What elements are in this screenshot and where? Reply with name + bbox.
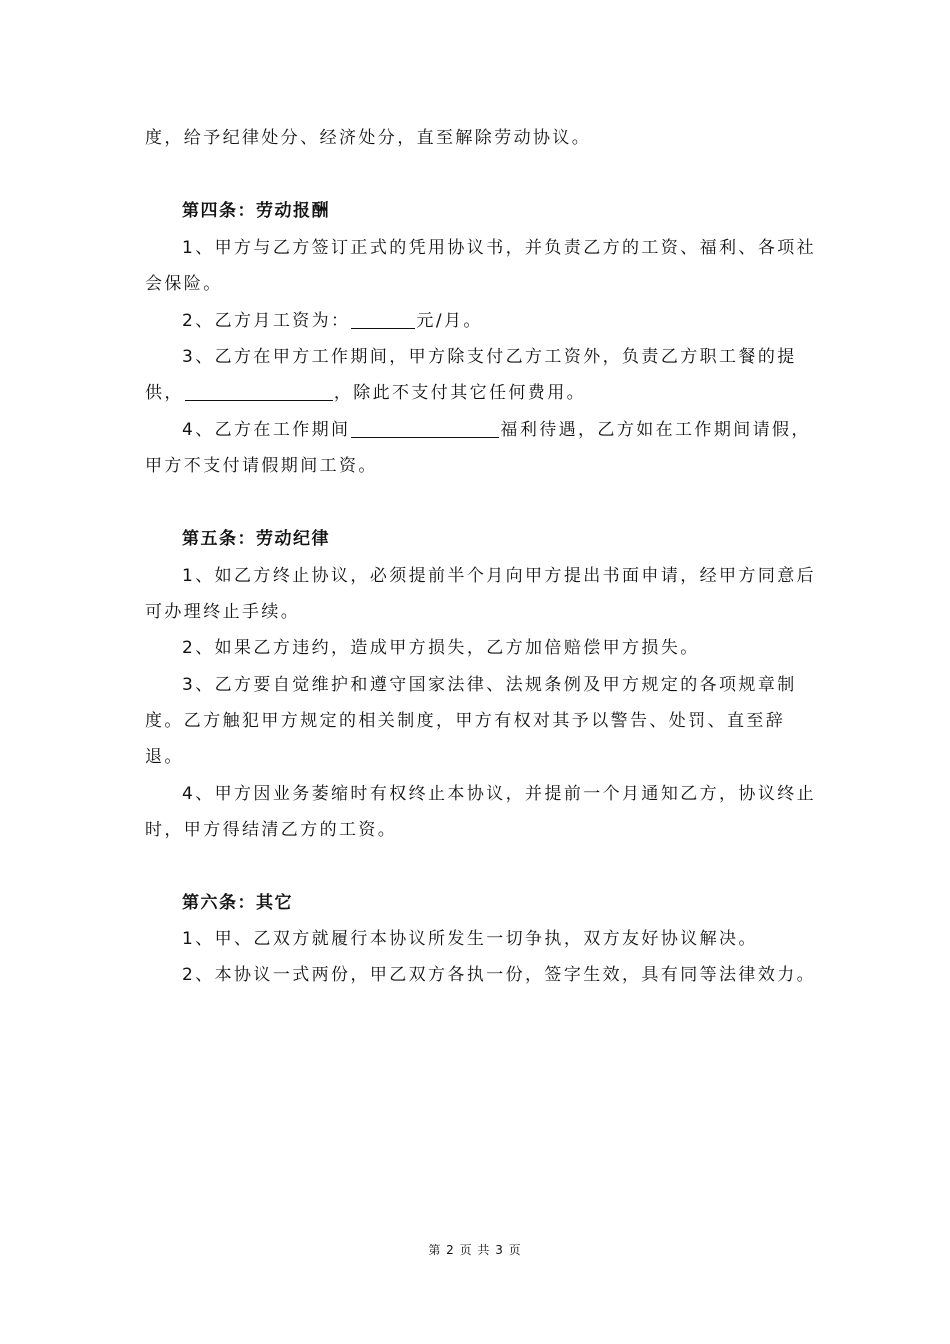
clause-text: 福利待遇，乙方如在工作期间请假， [500, 420, 811, 440]
paragraph-line: 2、本协议一式两份，甲乙双方各执一份，签字生效，具有同等法律效力。 [182, 965, 817, 985]
paragraph-line: 度，给予纪律处分、经济处分，直至解除劳动协议。 [145, 128, 592, 148]
benefits-blank [351, 419, 499, 438]
clause-text: 供， [145, 383, 184, 403]
salary-blank [351, 310, 415, 329]
clause-text: 2、乙方月工资为： [182, 311, 351, 331]
paragraph-line [182, 309, 483, 333]
clause-text: ，除此不支付其它任何费用。 [333, 383, 587, 403]
fill-in-blank [185, 382, 333, 401]
page-number-footer: 第 2 页 共 3 页 [428, 1243, 522, 1257]
clause-text: 4、乙方在工作期间 [182, 420, 351, 440]
paragraph-line: 1、甲、乙双方就履行本协议所发生一切争执，双方友好协议解决。 [182, 929, 758, 949]
paragraph-line: 可办理终止手续。 [145, 602, 301, 622]
clause-text: 元/月。 [416, 311, 483, 331]
paragraph-line: 会保险。 [145, 274, 223, 294]
paragraph-line: 1、如乙方终止协议，必须提前半个月向甲方提出书面申请，经甲方同意后 [182, 566, 817, 586]
paragraph-line: 1、甲方与乙方签订正式的凭用协议书，并负责乙方的工资、福利、各项社 [182, 238, 817, 258]
paragraph-line: 3、乙方要自觉维护和遵守国家法律、法规条例及甲方规定的各项规章制 [182, 675, 797, 695]
paragraph-line: 退。 [145, 747, 184, 767]
paragraph-line: 时，甲方得结清乙方的工资。 [145, 820, 398, 840]
section-heading-4: 第四条：劳动报酬 [182, 201, 330, 221]
paragraph-line: 2、如果乙方违约，造成甲方损失，乙方加倍赔偿甲方损失。 [182, 638, 700, 658]
paragraph-line: 度。乙方触犯甲方规定的相关制度，甲方有权对其予以警告、处罚、直至辞 [145, 711, 786, 731]
paragraph-line [182, 418, 811, 442]
section-heading-6: 第六条：其它 [182, 893, 293, 913]
paragraph-line: 甲方不支付请假期间工资。 [145, 456, 378, 476]
paragraph-line [145, 381, 586, 405]
section-heading-5: 第五条：劳动纪律 [182, 529, 330, 549]
paragraph-line: 3、乙方在甲方工作期间，甲方除支付乙方工资外，负责乙方职工餐的提 [182, 347, 797, 367]
paragraph-line: 4、甲方因业务萎缩时有权终止本协议，并提前一个月通知乙方，协议终止 [182, 784, 817, 804]
